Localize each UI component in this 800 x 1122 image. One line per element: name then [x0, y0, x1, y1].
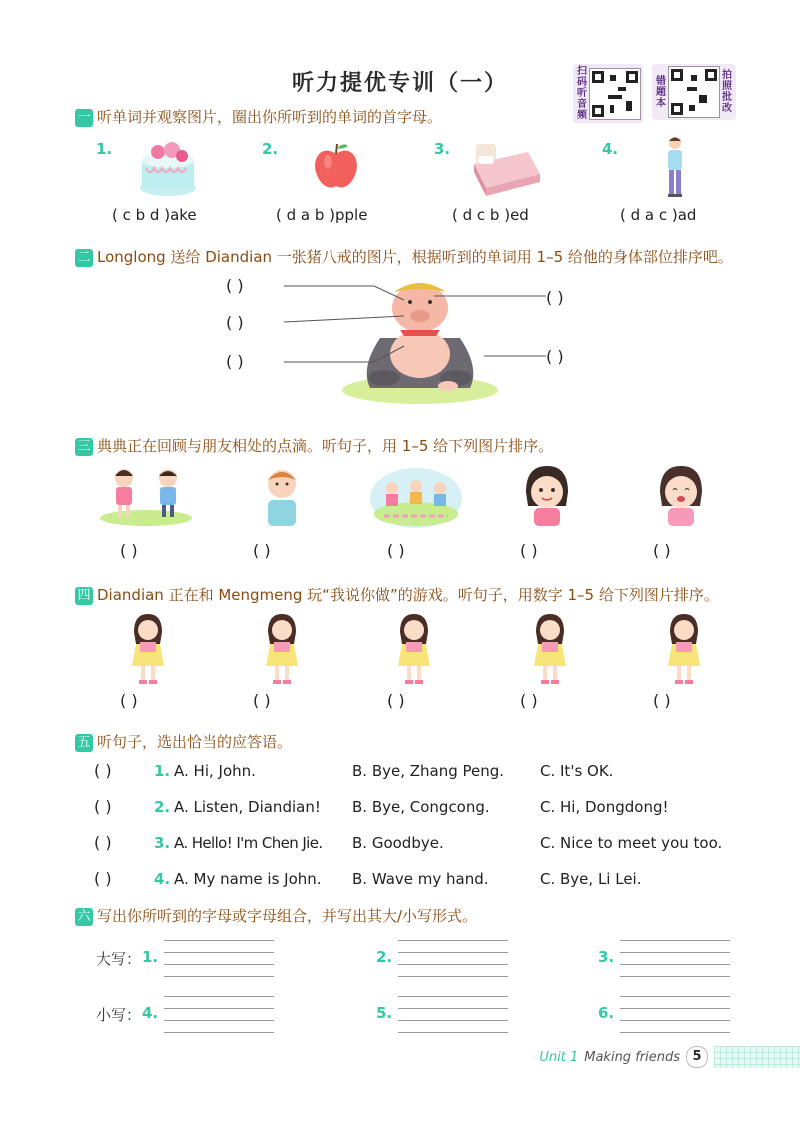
question-number: 4.: [154, 870, 171, 888]
item-number: 3.: [434, 140, 451, 158]
writing-line[interactable]: [620, 964, 730, 965]
writing-line[interactable]: [164, 976, 274, 977]
section-5-heading: [75, 731, 292, 752]
section-2-heading: [75, 246, 733, 267]
section-4-heading: [75, 584, 719, 605]
section-instruction: 写出你所听到的字母或字母组合，并写出其大/小写形式。: [97, 907, 478, 925]
answer-blank[interactable]: ( ): [94, 761, 112, 780]
qr-label: 错题本: [656, 75, 666, 109]
writing-line[interactable]: [620, 952, 730, 953]
writing-line[interactable]: [620, 1020, 730, 1021]
writing-line[interactable]: [164, 952, 274, 953]
answer-blank[interactable]: ( ): [546, 288, 564, 307]
question-number: 3.: [154, 834, 171, 852]
section-6-heading: [75, 905, 477, 926]
answer-blank[interactable]: ( ): [653, 691, 671, 710]
option-a: A. My name is John.: [174, 870, 322, 888]
boy-waving-icon: [258, 466, 308, 528]
answer-blank[interactable]: ( ): [387, 691, 405, 710]
bed-icon: [470, 138, 542, 198]
answer-blank[interactable]: ( ): [94, 833, 112, 852]
option-a: A. Hi, John.: [174, 762, 256, 780]
section-instruction: Diandian 正在和 Mengmeng 玩“我说你做”的游戏。听句子，用数字 1–5 给下列图片排序。: [97, 586, 719, 604]
item-number: 4.: [602, 140, 619, 158]
answer-blank[interactable]: ( ): [387, 541, 405, 560]
page-footer: [539, 1046, 800, 1068]
answer-blank[interactable]: ( ): [226, 276, 244, 295]
answer-blank[interactable]: ( ): [94, 869, 112, 888]
question-number: 2.: [154, 798, 171, 816]
answer-blank[interactable]: ( ): [94, 797, 112, 816]
qr-code-icon: [668, 66, 720, 118]
answer-blank[interactable]: ( ): [253, 541, 271, 560]
item-number: 3.: [598, 948, 615, 966]
unit-topic: Making friends: [584, 1049, 680, 1065]
section-badge: 六: [75, 908, 93, 926]
writing-line[interactable]: [164, 996, 274, 997]
option-b: B. Bye, Congcong.: [352, 798, 490, 816]
section-instruction: 听句子，选出恰当的应答语。: [97, 733, 293, 751]
answer-blank[interactable]: ( ): [226, 352, 244, 371]
item-number: 4.: [142, 1004, 159, 1022]
section-3-heading: [75, 435, 553, 456]
choice-text: ( c b d )ake: [112, 206, 197, 224]
qr-mistakes[interactable]: [652, 64, 736, 120]
writing-line[interactable]: [620, 996, 730, 997]
option-a: A. Listen, Diandian!: [174, 798, 321, 816]
option-c: C. It's OK.: [540, 762, 614, 780]
option-a: A. Hello! I'm Chen Jie.: [174, 834, 323, 852]
girl-pose-icon: [128, 612, 168, 686]
dad-icon: [664, 136, 686, 200]
answer-blank[interactable]: ( ): [520, 691, 538, 710]
writing-line[interactable]: [398, 1032, 508, 1033]
section-instruction: 听单词并观察图片，圈出你所听到的单词的首字母。: [97, 108, 443, 126]
page-title: 听力提优专训（一）: [291, 71, 508, 96]
writing-line[interactable]: [398, 940, 508, 941]
girl-happy-icon: [654, 462, 708, 528]
option-b: B. Goodbye.: [352, 834, 444, 852]
girl-smiling-icon: [520, 462, 574, 528]
girl-pose-icon: [262, 612, 302, 686]
apple-icon: [312, 140, 360, 192]
writing-line[interactable]: [398, 1008, 508, 1009]
writing-line[interactable]: [164, 1032, 274, 1033]
qr-label: 拍照批改: [722, 70, 732, 114]
item-number: 6.: [598, 1004, 615, 1022]
writing-line[interactable]: [620, 976, 730, 977]
writing-line[interactable]: [164, 964, 274, 965]
option-b: B. Wave my hand.: [352, 870, 489, 888]
writing-line[interactable]: [620, 1008, 730, 1009]
option-c: C. Nice to meet you too.: [540, 834, 723, 852]
girl-pose-icon: [664, 612, 704, 686]
option-c: C. Bye, Li Lei.: [540, 870, 642, 888]
writing-line[interactable]: [164, 1008, 274, 1009]
section-badge: 四: [75, 587, 93, 605]
item-number: 5.: [376, 1004, 393, 1022]
choice-text: ( d a b )pple: [276, 206, 368, 224]
answer-blank[interactable]: ( ): [120, 691, 138, 710]
qr-audio[interactable]: [573, 64, 643, 123]
item-number: 2.: [262, 140, 279, 158]
qr-code-icon: [589, 68, 641, 120]
answer-blank[interactable]: ( ): [120, 541, 138, 560]
writing-line[interactable]: [620, 940, 730, 941]
item-number: 1.: [96, 140, 113, 158]
writing-line[interactable]: [398, 952, 508, 953]
girl-pose-icon: [394, 612, 434, 686]
writing-line[interactable]: [398, 976, 508, 977]
question-number: 1.: [154, 762, 171, 780]
unit-label: Unit 1: [539, 1049, 579, 1065]
lowercase-label: 小写：: [96, 1006, 142, 1024]
section-1-heading: [75, 106, 442, 127]
writing-line[interactable]: [164, 1020, 274, 1021]
answer-blank[interactable]: ( ): [520, 541, 538, 560]
option-c: C. Hi, Dongdong!: [540, 798, 669, 816]
answer-blank[interactable]: ( ): [226, 313, 244, 332]
cake-icon: [136, 138, 200, 198]
choice-text: ( d c b )ed: [452, 206, 529, 224]
section-badge: 五: [75, 734, 93, 752]
footer-grid-decoration: [714, 1046, 800, 1068]
writing-line[interactable]: [398, 996, 508, 997]
writing-line[interactable]: [164, 940, 274, 941]
page-number: 5: [686, 1046, 708, 1068]
label-leader-lines: [284, 276, 554, 376]
answer-blank[interactable]: ( ): [653, 541, 671, 560]
girl-pose-icon: [530, 612, 570, 686]
item-number: 2.: [376, 948, 393, 966]
writing-line[interactable]: [398, 964, 508, 965]
section-badge: 一: [75, 109, 93, 127]
writing-line[interactable]: [620, 1032, 730, 1033]
option-b: B. Bye, Zhang Peng.: [352, 762, 505, 780]
kids-playing-icon: [370, 462, 462, 528]
section-instruction: 典典正在回顾与朋友相处的点滴。听句子，用 1–5 给下列图片排序。: [97, 437, 554, 455]
uppercase-label: 大写：: [96, 950, 142, 968]
section-instruction: Longlong 送给 Diandian 一张猪八戒的图片，根据听到的单词用 1–5 给他的身体部位排序吧。: [97, 248, 733, 266]
kids-greeting-icon: [98, 464, 194, 526]
answer-blank[interactable]: ( ): [253, 691, 271, 710]
section-badge: 三: [75, 438, 93, 456]
writing-line[interactable]: [398, 1020, 508, 1021]
answer-blank[interactable]: ( ): [546, 347, 564, 366]
qr-label: 扫码听音频: [577, 66, 587, 121]
section-badge: 二: [75, 249, 93, 267]
item-number: 1.: [142, 948, 159, 966]
choice-text: ( d a c )ad: [620, 206, 697, 224]
